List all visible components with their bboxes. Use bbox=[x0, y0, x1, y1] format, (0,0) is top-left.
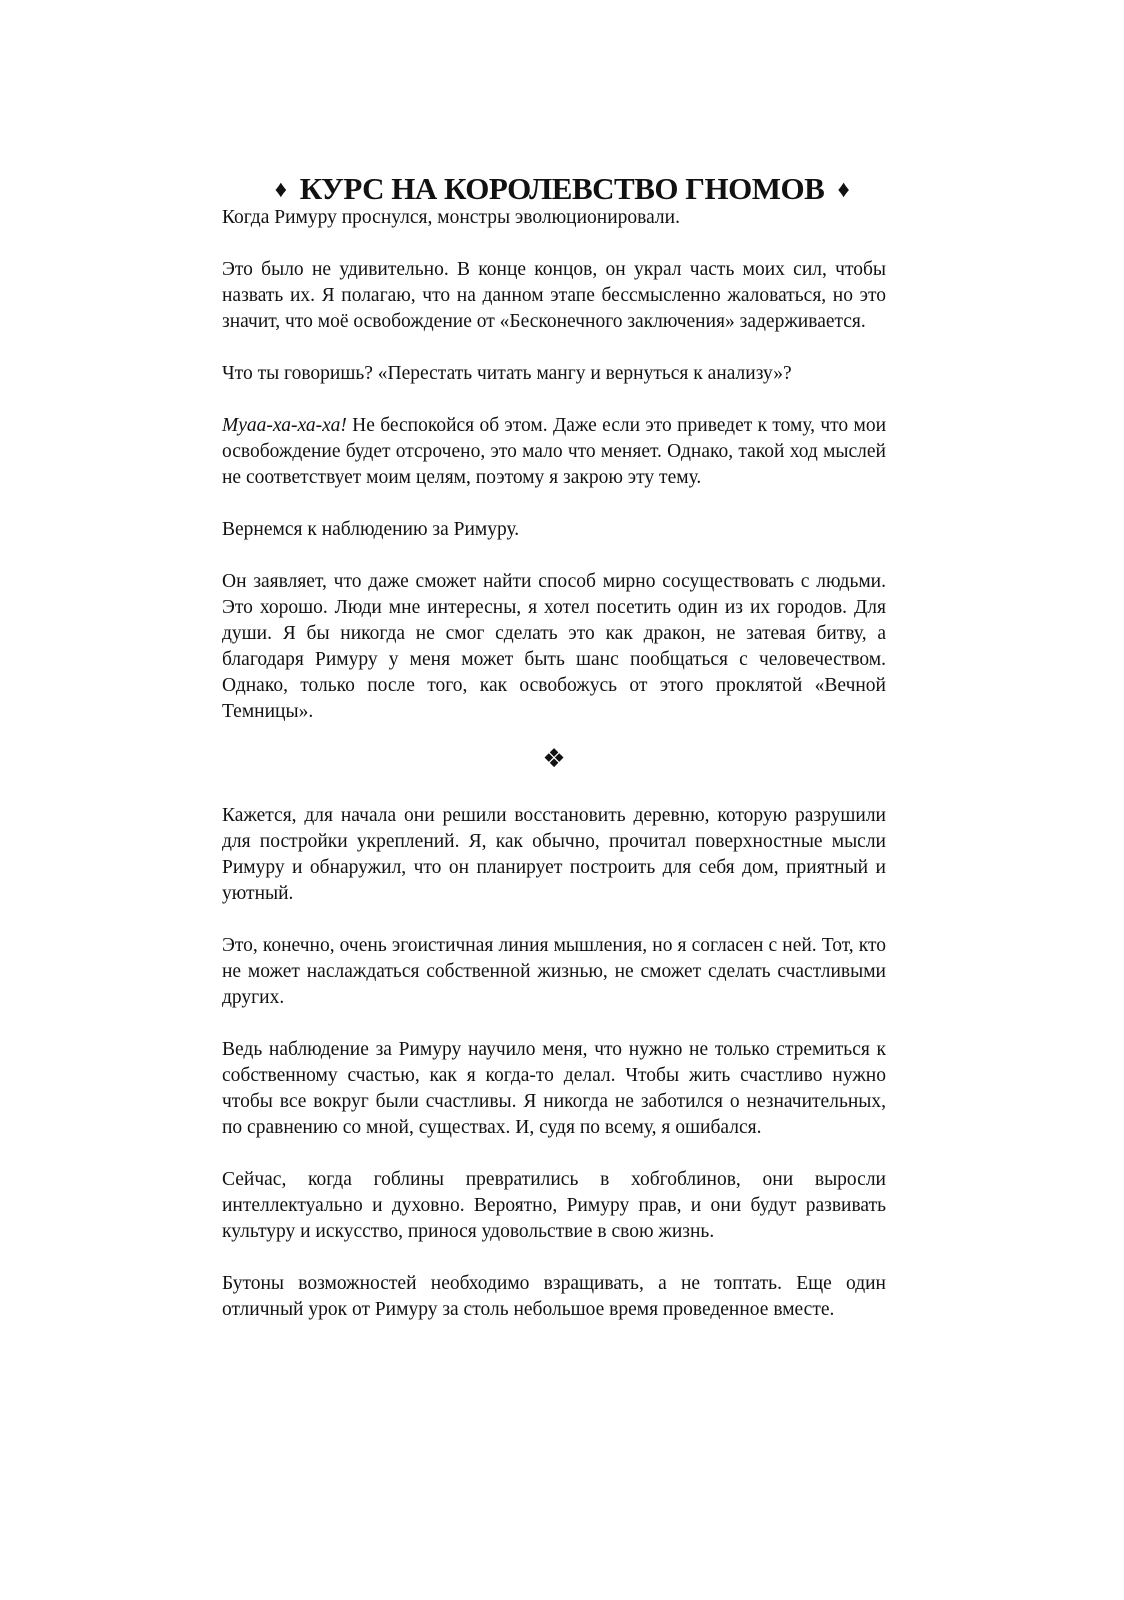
paragraph: Вернемся к наблюдению за Римуру. bbox=[222, 519, 520, 540]
paragraph: Сейчас, когда гоблины превратились в хобгоблинов, они выросли интеллектуально и духовно. Вероятно, Римуру прав, и они будут развивать культуру и искусство, принося удовольствие в свою жизнь. bbox=[222, 1169, 886, 1242]
paragraph: Это, конечно, очень эгоистичная линия мышления, но я согласен с ней. Тот, кто не может наслаждаться собственной жизнью, не сможет сделать счастливыми других. bbox=[222, 935, 886, 1008]
diamond-ornament-left-icon: ♦ bbox=[274, 176, 287, 203]
paragraph-text: Не беспокойся об этом. Даже если это приведет к тому, что мои освобождение будет отсрочено, это мало что меняет. Однако, такой ход мыслей не соответствует моим целям, поэтому я закрою эту тему. bbox=[222, 415, 886, 488]
italic-exclamation: Муаа-ха-ха-ха! bbox=[222, 415, 347, 436]
chapter-title-text: КУРС НА КОРОЛЕВСТВО ГНОМОВ bbox=[299, 170, 825, 206]
paragraph: Когда Римуру проснулся, монстры эволюционировали. bbox=[222, 207, 680, 228]
paragraph: Он заявляет, что даже сможет найти способ мирно сосуществовать с людьми. Это хорошо. Люди мне интересны, я хотел посетить один из их городов. Для души. Я бы никогда не смог сделать это как дракон, не затевая битву, а благодаря Римуру у меня может быть шанс пообщаться с человечеством. Однако, только после того, как освобожусь от этого проклятой «Вечной Темницы». bbox=[222, 571, 886, 722]
paragraph: Бутоны возможностей необходимо взращивать, а не топтать. Еще один отличный урок от Римуру за столь небольшое время проведенное вместе. bbox=[222, 1273, 886, 1320]
diamond-ornament-right-icon: ♦ bbox=[837, 176, 850, 203]
paragraph: Что ты говоришь? «Перестать читать мангу и вернуться к анализу»? bbox=[222, 363, 792, 384]
body-text bbox=[222, 205, 886, 1349]
paragraph bbox=[222, 413, 886, 491]
paragraph: Ведь наблюдение за Римуру научило меня, что нужно не только стремиться к собственному счастью, как я когда-то делал. Чтобы жить счастливо нужно чтобы все вокруг были счастливы. Я никогда не заботился о незначительных, по сравнению со мной, существах. И, судя по всему, я ошибался. bbox=[222, 1039, 886, 1138]
section-separator-icon: ❖ bbox=[542, 744, 566, 774]
paragraph: Кажется, для начала они решили восстановить деревню, которую разрушили для постройки укреплений. Я, как обычно, прочитал поверхностные мысли Римуру и обнаружил, что он планирует построить для себя дом, приятный и уютный. bbox=[222, 805, 886, 904]
paragraph: Это было не удивительно. В конце концов, он украл часть моих сил, чтобы назвать их. Я полагаю, что на данном этапе бессмысленно жаловаться, но это значит, что моё освобождение от «Бесконечного заключения» задерживается. bbox=[222, 259, 886, 332]
